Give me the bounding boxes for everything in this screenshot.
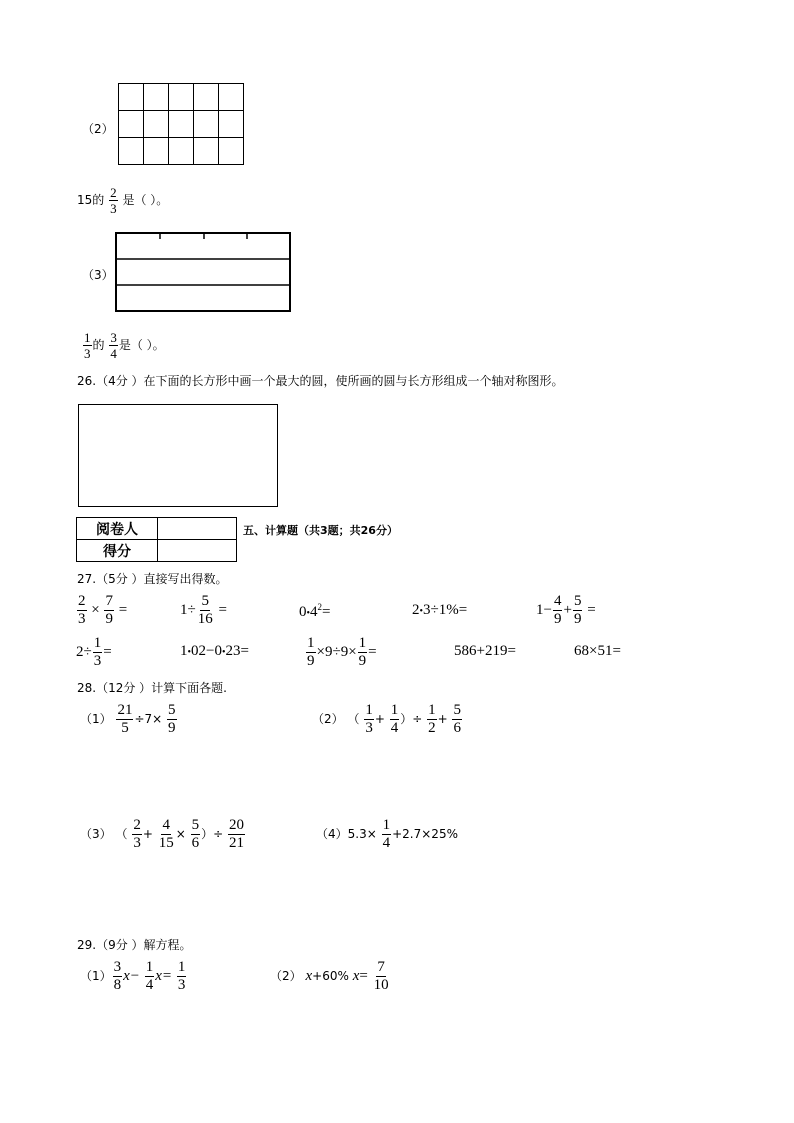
review-score-table: [76, 517, 237, 562]
part-3-label: （3）: [82, 268, 114, 282]
q28-part-4: （4）5.3× $\frac{1}{4}$ +2.7×25%: [316, 817, 458, 851]
calc-8: $\frac{1}{9}$ ×9÷9× $\frac{1}{9}$ =: [307, 635, 377, 669]
calc-10: 68×51=: [574, 643, 621, 659]
question-27: 27.（5分 ）直接写出得数。: [77, 572, 228, 586]
calc-7: 1•02−0•23=: [180, 643, 249, 659]
question-29: 29.（9分 ）解方程。: [77, 938, 192, 952]
section-5-title: 五、计算题（共3题；共26分）: [243, 524, 398, 537]
part-3-question: $\frac{1}{3}$ 的 $\frac{3}{4}$ 是（ ）。: [84, 330, 165, 361]
q28-part-1: （1） $\frac{21}{5}$ ÷7× $\frac{5}{9}$: [80, 702, 176, 736]
calc-4: 2•3÷1%=: [412, 602, 468, 618]
calc-6: 2÷ $\frac{1}{3}$ =: [76, 635, 112, 669]
calc-5: 1− $\frac{4}{9}$ + $\frac{5}{9}$ =: [536, 593, 596, 627]
q28-part-3: （3） （ $\frac{2}{3}$ + $\frac{4}{15}$ × $\frac{5}{6}$ ）÷ $\frac{20}{21}$: [80, 817, 244, 851]
q29-part-1: （1） $\frac{3}{8}$ x− $\frac{1}{4}$ x= $\frac{1}{3}$: [80, 959, 186, 993]
reviewer-label: 阅卷人: [77, 518, 158, 540]
q28-part-2: （2） （ $\frac{1}{3}$ + $\frac{1}{4}$ ）÷ $\frac{1}{2}$ + $\frac{5}{6}$: [312, 702, 461, 736]
grid-figure: [118, 83, 244, 165]
reviewer-cell[interactable]: [158, 518, 237, 540]
calc-2: 1÷ $\frac{5}{16}$ =: [180, 593, 227, 627]
part-2-label: （2）: [82, 122, 114, 136]
question-26: 26.（4分 ）在下面的长方形中画一个最大的圆，使所画的圆与长方形组成一个轴对称图形。: [77, 374, 564, 388]
bar-figure: [114, 230, 292, 314]
calc-3: $0•4^2=$: [299, 602, 331, 620]
score-cell[interactable]: [158, 540, 237, 562]
question-28: 28.（12分 ）计算下面各题.: [77, 681, 227, 695]
rectangle-drawing-area[interactable]: [78, 404, 278, 507]
calc-1: $\frac{2}{3}$ × $\frac{7}{9}$ =: [78, 593, 128, 627]
q29-part-2: （2） x+60% x= $\frac{7}{10}$: [270, 959, 389, 993]
calc-9: 586+219=: [454, 643, 516, 659]
score-label: 得分: [77, 540, 158, 562]
part-2-question: 15的 $\frac{2}{3}$ 是（ ）。: [77, 185, 169, 216]
